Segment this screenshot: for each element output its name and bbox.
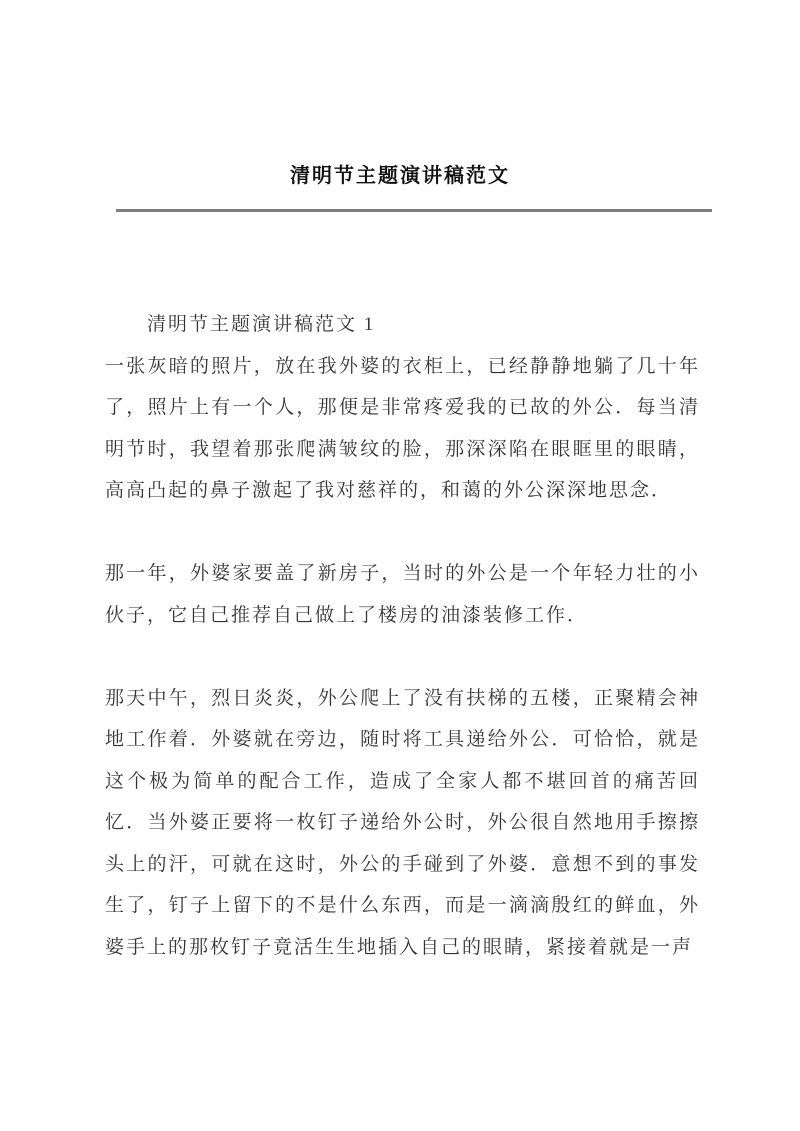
paragraph: 一张灰暗的照片，放在我外婆的衣柜上，已经静静地躺了几十年了，照片上有一个人，那便是非常疼爱我的已故的外公．每当清明节时，我望着那张爬满皱纹的脸，那深深陷在眼眶里的眼睛，高高凸起的鼻子激起了我对慈祥的，和蔼的外公深深地思念． [105, 355, 700, 501]
section-heading: 清明节主题演讲稿范文 1 [147, 314, 376, 335]
title-divider [116, 209, 712, 212]
paragraph: 那一年，外婆家要盖了新房子，当时的外公是一个年轻力壮的小伙子，它自己推荐自己做上了楼房的油漆装修工作． [105, 563, 700, 626]
document-body [105, 304, 700, 968]
paragraph: 那天中午，烈日炎炎，外公爬上了没有扶梯的五楼，正聚精会神地工作着．外婆就在旁边，随时将工具递给外公．可恰恰，就是这个极为简单的配合工作，造成了全家人都不堪回首的痛苦回忆．当外婆正要将一枚钉子递给外公时，外公很自然地用手擦擦头上的汗，可就在这时，外公的手碰到了外婆．意想不到的事发生了，钉子上留下的不是什么东西，而是一滴滴殷红的鲜血，外婆手上的那枚钉子竟活生生地插入自己的眼睛，紧接着就是一声 [105, 687, 700, 958]
page-title: 清明节主题演讲稿范文 [290, 165, 510, 187]
